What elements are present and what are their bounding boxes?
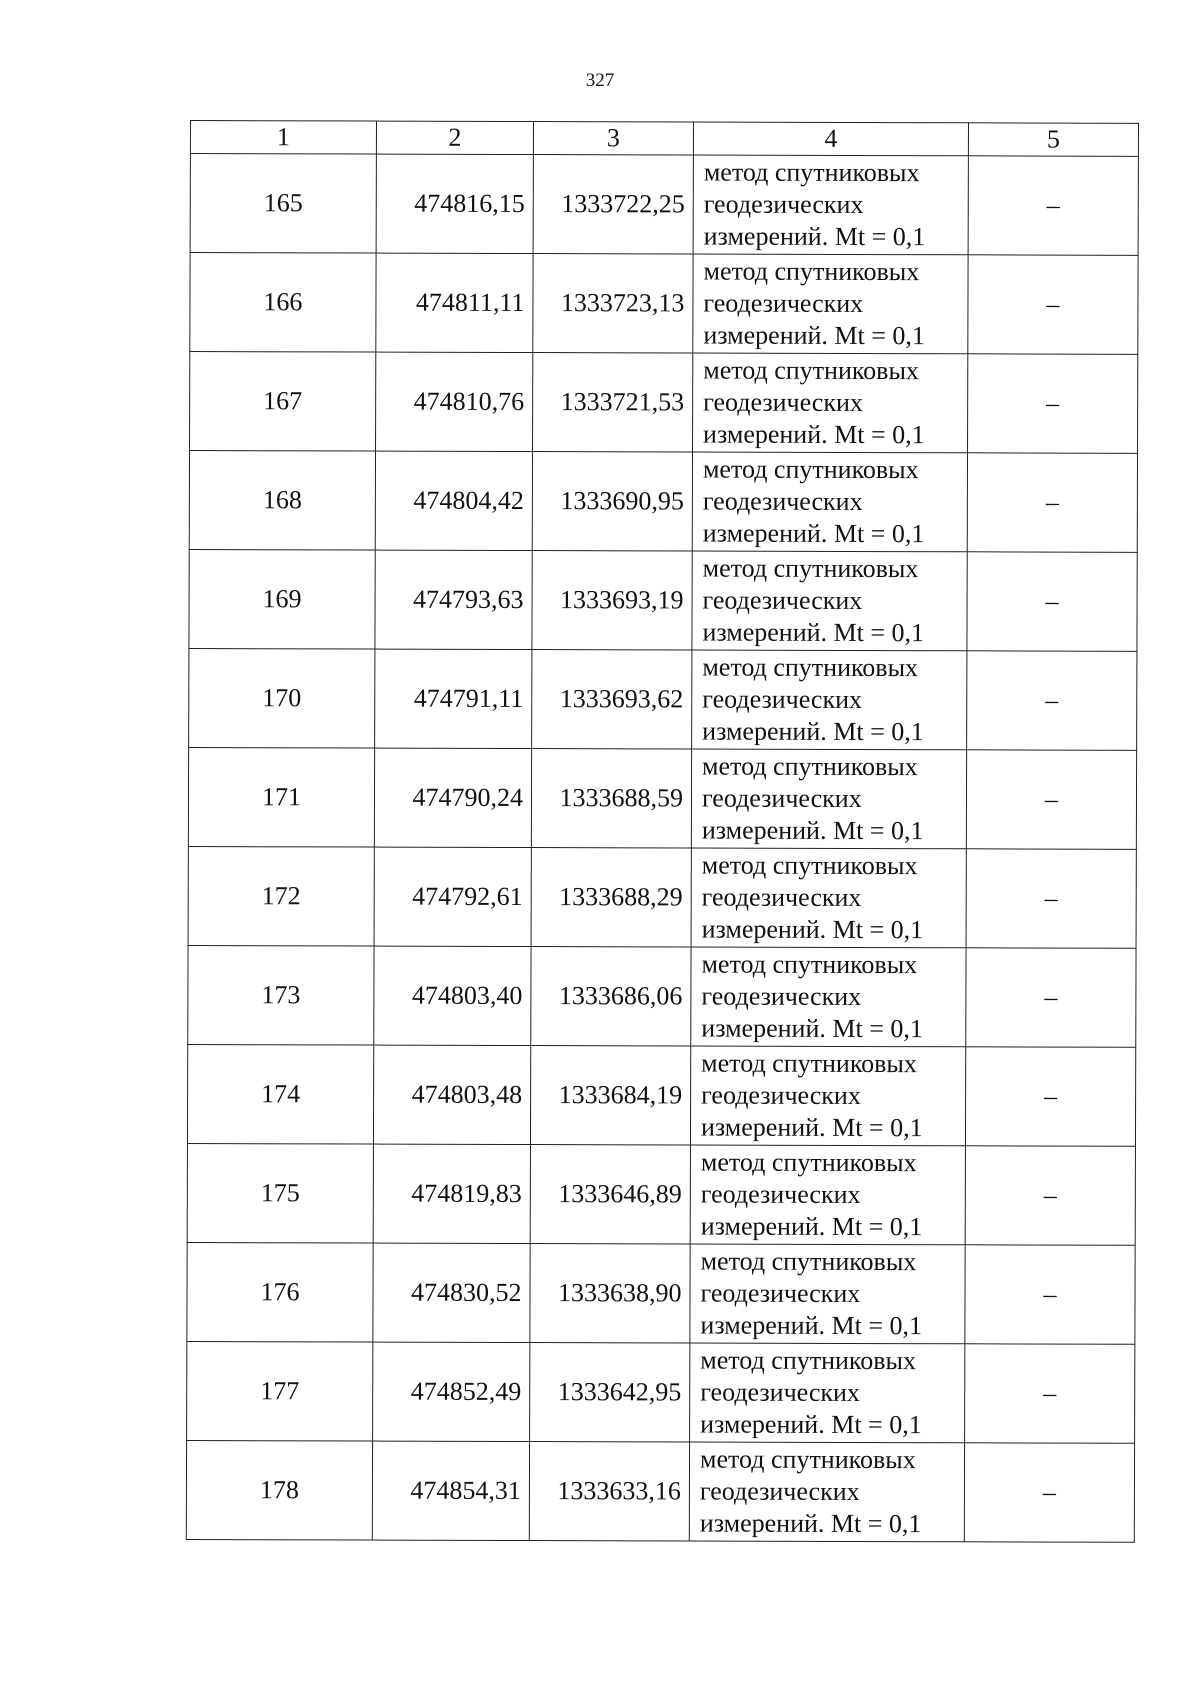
y-coordinate-cell: 1333638,90 bbox=[530, 1244, 690, 1343]
y-coordinate-cell: 1333633,16 bbox=[529, 1442, 689, 1541]
point-number-cell: 176 bbox=[187, 1242, 373, 1342]
header-col-3: 3 bbox=[533, 122, 693, 155]
method-line: метод спутниковых bbox=[700, 1345, 917, 1376]
y-coordinate-cell: 1333721,53 bbox=[533, 353, 693, 452]
table-row bbox=[188, 945, 1136, 1047]
table-header bbox=[190, 121, 1138, 157]
method-cell bbox=[691, 749, 966, 849]
header-col-1: 1 bbox=[190, 121, 376, 155]
method-line: метод спутниковых bbox=[701, 1048, 917, 1079]
y-coordinate-cell: 1333723,13 bbox=[533, 254, 693, 353]
method-line: метод спутниковых bbox=[699, 1444, 916, 1475]
point-number-cell: 173 bbox=[188, 945, 374, 1045]
method-line: геодезических bbox=[702, 585, 863, 615]
point-number-cell: 167 bbox=[190, 352, 376, 452]
table-row bbox=[187, 1242, 1135, 1344]
coordinates-table bbox=[186, 120, 1139, 1543]
table-row bbox=[186, 1440, 1134, 1542]
table-body bbox=[186, 154, 1138, 1543]
method-line: измерений. Mt = 0,1 bbox=[701, 1013, 923, 1044]
header-col-5: 5 bbox=[968, 123, 1138, 157]
header-col-2: 2 bbox=[376, 121, 533, 154]
x-coordinate-cell: 474791,11 bbox=[375, 649, 532, 748]
method-line: метод спутниковых bbox=[701, 850, 918, 881]
x-coordinate-cell: 474830,52 bbox=[373, 1243, 530, 1342]
y-coordinate-cell: 1333693,19 bbox=[532, 551, 692, 650]
method-line: измерений. Mt = 0,1 bbox=[700, 1211, 923, 1242]
method-line: метод спутниковых bbox=[703, 256, 920, 287]
note-cell: – bbox=[966, 750, 1136, 850]
note-cell: – bbox=[965, 1047, 1135, 1147]
table-row bbox=[187, 1341, 1135, 1443]
point-number-cell: 178 bbox=[186, 1440, 372, 1540]
y-coordinate-cell: 1333688,29 bbox=[531, 848, 691, 947]
note-cell: – bbox=[968, 255, 1138, 355]
method-line: геодезических bbox=[703, 189, 864, 219]
point-number-cell: 172 bbox=[188, 846, 374, 946]
table-row bbox=[190, 154, 1138, 256]
note-cell: – bbox=[966, 948, 1136, 1048]
x-coordinate-cell: 474792,61 bbox=[374, 847, 531, 946]
x-coordinate-cell: 474803,40 bbox=[374, 946, 531, 1045]
x-coordinate-cell: 474819,83 bbox=[373, 1144, 530, 1243]
method-cell bbox=[691, 848, 966, 948]
method-line: геодезических bbox=[700, 1179, 861, 1209]
method-line: метод спутниковых bbox=[702, 652, 919, 683]
x-coordinate-cell: 474854,31 bbox=[372, 1441, 529, 1540]
method-line: метод спутниковых bbox=[702, 454, 919, 485]
point-number-cell: 165 bbox=[190, 154, 376, 254]
x-coordinate-cell: 474793,63 bbox=[375, 550, 532, 649]
note-cell: – bbox=[967, 453, 1137, 553]
y-coordinate-cell: 1333693,62 bbox=[532, 650, 692, 749]
method-cell bbox=[692, 650, 967, 750]
table-row bbox=[188, 846, 1136, 948]
method-line: метод спутниковых bbox=[703, 355, 920, 386]
method-line: измерений. Mt = 0,1 bbox=[700, 1409, 922, 1440]
method-line: геодезических bbox=[702, 684, 863, 714]
method-line: измерений. Mt = 0,1 bbox=[702, 617, 925, 648]
method-cell bbox=[690, 1046, 965, 1146]
method-cell bbox=[691, 947, 966, 1047]
method-line: измерений. Mt = 0,1 bbox=[703, 221, 926, 252]
method-line: геодезических bbox=[701, 882, 862, 912]
table-row bbox=[190, 352, 1138, 454]
method-line: геодезических bbox=[701, 1080, 861, 1110]
method-cell bbox=[693, 155, 968, 255]
method-cell bbox=[690, 1145, 965, 1245]
method-line: метод спутниковых bbox=[701, 949, 918, 980]
note-cell: – bbox=[967, 552, 1137, 652]
x-coordinate-cell: 474811,11 bbox=[376, 253, 533, 352]
method-line: метод спутниковых bbox=[702, 553, 919, 584]
point-number-cell: 169 bbox=[189, 549, 375, 649]
table-row bbox=[187, 1143, 1135, 1245]
table-row bbox=[189, 549, 1137, 651]
note-cell: – bbox=[965, 1344, 1135, 1444]
method-line: измерений. Mt = 0,1 bbox=[703, 419, 925, 450]
x-coordinate-cell: 474804,42 bbox=[375, 451, 532, 550]
method-line: геодезических bbox=[699, 1476, 860, 1506]
table-row bbox=[189, 451, 1137, 553]
point-number-cell: 171 bbox=[188, 747, 374, 847]
method-line: метод спутниковых bbox=[702, 751, 918, 782]
point-number-cell: 170 bbox=[189, 648, 375, 748]
page-number: 327 bbox=[585, 70, 615, 91]
note-cell: – bbox=[968, 354, 1138, 454]
note-cell: – bbox=[967, 651, 1137, 751]
method-line: измерений. Mt = 0,1 bbox=[703, 320, 926, 351]
method-line: геодезических bbox=[703, 387, 863, 417]
x-coordinate-cell: 474790,24 bbox=[374, 748, 531, 847]
table-row bbox=[189, 648, 1137, 750]
method-line: метод спутниковых bbox=[700, 1147, 917, 1178]
method-line: измерений. Mt = 0,1 bbox=[700, 1310, 923, 1341]
method-line: метод спутниковых bbox=[703, 157, 920, 188]
point-number-cell: 168 bbox=[189, 451, 375, 551]
x-coordinate-cell: 474810,76 bbox=[376, 352, 533, 451]
method-cell bbox=[690, 1244, 965, 1344]
method-cell bbox=[693, 254, 968, 354]
method-line: измерений. Mt = 0,1 bbox=[699, 1508, 922, 1539]
x-coordinate-cell: 474803,48 bbox=[373, 1045, 530, 1144]
table-row bbox=[190, 253, 1138, 355]
x-coordinate-cell: 474852,49 bbox=[373, 1342, 530, 1441]
y-coordinate-cell: 1333642,95 bbox=[530, 1343, 690, 1442]
method-line: геодезических bbox=[701, 783, 862, 813]
method-cell bbox=[692, 551, 967, 651]
y-coordinate-cell: 1333690,95 bbox=[532, 452, 692, 551]
method-cell bbox=[690, 1343, 965, 1443]
note-cell: – bbox=[965, 1146, 1135, 1246]
point-number-cell: 166 bbox=[190, 253, 376, 353]
method-line: геодезических bbox=[701, 981, 862, 1011]
method-line: геодезических bbox=[703, 288, 864, 318]
method-line: измерений. Mt = 0,1 bbox=[701, 914, 924, 945]
table-row bbox=[187, 1044, 1135, 1146]
y-coordinate-cell: 1333686,06 bbox=[531, 947, 691, 1046]
method-cell bbox=[692, 452, 967, 552]
header-col-4: 4 bbox=[693, 122, 968, 156]
y-coordinate-cell: 1333646,89 bbox=[530, 1145, 690, 1244]
method-line: геодезических bbox=[702, 486, 863, 516]
y-coordinate-cell: 1333722,25 bbox=[533, 155, 693, 254]
table-row bbox=[188, 747, 1136, 849]
method-line: измерений. Mt = 0,1 bbox=[702, 716, 924, 747]
point-number-cell: 177 bbox=[187, 1341, 373, 1441]
point-number-cell: 174 bbox=[187, 1044, 373, 1144]
method-line: геодезических bbox=[700, 1377, 861, 1407]
y-coordinate-cell: 1333684,19 bbox=[530, 1046, 690, 1145]
method-line: измерений. Mt = 0,1 bbox=[701, 815, 924, 846]
method-line: метод спутниковых bbox=[700, 1246, 917, 1277]
method-line: измерений. Mt = 0,1 bbox=[702, 518, 925, 549]
note-cell: – bbox=[968, 156, 1138, 256]
x-coordinate-cell: 474816,15 bbox=[376, 154, 533, 253]
method-cell bbox=[689, 1442, 964, 1542]
method-line: геодезических bbox=[700, 1278, 861, 1308]
method-line: измерений. Mt = 0,1 bbox=[700, 1112, 923, 1143]
note-cell: – bbox=[965, 1245, 1135, 1345]
y-coordinate-cell: 1333688,59 bbox=[531, 749, 691, 848]
method-cell bbox=[693, 353, 968, 453]
point-number-cell: 175 bbox=[187, 1143, 373, 1243]
note-cell: – bbox=[966, 849, 1136, 949]
header-row bbox=[190, 121, 1138, 157]
note-cell: – bbox=[964, 1443, 1134, 1543]
